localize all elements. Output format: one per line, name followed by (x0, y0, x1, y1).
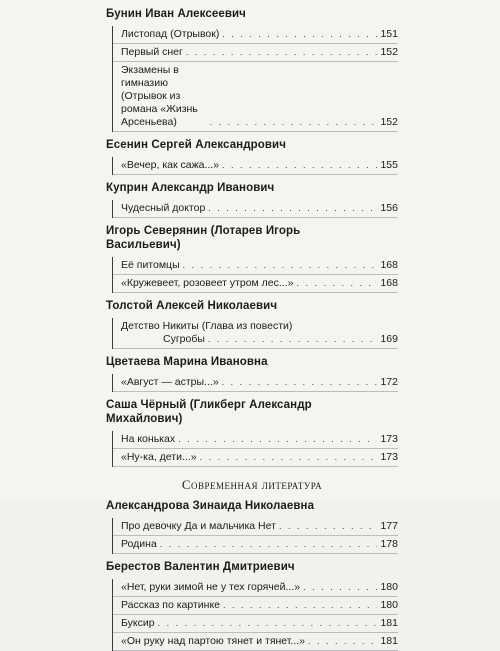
toc-entry (113, 633, 398, 651)
author-name: Цветаева Марина Ивановна (106, 356, 268, 368)
entry-title: «Нет, руки зимой не у тех горячей...» (121, 581, 301, 593)
entry-page: 152 (380, 116, 398, 128)
entry-title: Про девочку Да и мальчика Нет (121, 520, 276, 532)
toc-entry (113, 62, 398, 132)
entry-title: Листопад (Отрывок) (121, 28, 220, 40)
toc-entry (113, 44, 398, 62)
entry-title: Родина (121, 538, 157, 550)
toc-entry (113, 597, 398, 615)
toc-entry (113, 536, 398, 554)
toc-entry (113, 449, 398, 467)
author-name: Александрова Зинаида Николаевна (106, 500, 315, 512)
toc-entry (113, 431, 398, 449)
leader-dots (303, 581, 377, 594)
entry-title: «Кружевеет, розовеет утром лес...» (121, 277, 294, 289)
entry-list (112, 257, 398, 293)
author-name: Игорь Северянин (Лотарев Игорь Васильевич) (106, 225, 301, 251)
entry-page: 173 (380, 433, 398, 445)
leader-dots (296, 277, 377, 290)
entry-title: «Он руку над партою тянет и тянет...» (121, 635, 306, 647)
leader-dots (160, 538, 378, 551)
entry-list (112, 579, 398, 651)
leader-dots (222, 28, 377, 41)
entry-page: 180 (380, 581, 398, 593)
entry-title: Экзамены в гимназию (Отрывок из романа «Жизнь Арсеньева) (121, 64, 198, 128)
entry-title: Рассказ по картинке (121, 599, 221, 611)
toc-entry (113, 200, 398, 218)
author-name: Берестов Валентин Дмитриевич (106, 561, 295, 573)
entry-page: 152 (380, 46, 398, 58)
entry-page: 180 (380, 599, 398, 611)
leader-dots (208, 202, 377, 215)
entry-page: 151 (380, 28, 398, 40)
leader-dots (308, 635, 377, 648)
entry-list (112, 26, 398, 132)
entry-page: 169 (380, 333, 398, 345)
entry-title: «Август — астры...» (121, 376, 219, 388)
leader-dots (158, 617, 378, 630)
entry-page: 155 (380, 159, 398, 171)
leader-dots (279, 520, 378, 533)
table-of-contents (106, 7, 398, 651)
entry-title: На коньках (121, 433, 176, 445)
toc-entry (113, 26, 398, 44)
entry-page: 156 (380, 202, 398, 214)
entry-title: Первый снег (121, 46, 183, 58)
toc-entry (113, 615, 398, 633)
entry-page: 178 (380, 538, 398, 550)
entry-page: 168 (380, 277, 398, 289)
author-name: Бунин Иван Алексеевич (106, 8, 246, 20)
entry-title: Буксир (121, 617, 155, 629)
leader-dots (222, 376, 378, 389)
entry-page: 173 (380, 451, 398, 463)
leader-dots (222, 159, 377, 172)
entry-subtitle: Сугробы (163, 333, 205, 345)
leader-dots (186, 46, 378, 59)
section-heading-text: Современная литература (181, 477, 323, 492)
entry-page: 181 (380, 635, 398, 647)
toc-entry (113, 257, 398, 275)
entry-list (112, 318, 398, 349)
author-name: Саша Чёрный (Гликберг Александр Михайлович) (106, 399, 312, 425)
entry-title: Чудесный доктор (121, 202, 206, 214)
author-name: Куприн Александр Иванович (106, 182, 275, 194)
entry-page: 181 (380, 617, 398, 629)
entry-title: Детство Никиты (Глава из повести) (121, 320, 293, 332)
toc-entry (113, 518, 398, 536)
toc-entry (113, 318, 398, 349)
leader-dots (183, 259, 378, 272)
entry-title: Её питомцы (121, 259, 180, 271)
leader-dots (178, 433, 377, 446)
leader-dots (208, 333, 378, 346)
entry-page: 172 (380, 376, 398, 388)
leader-dots (200, 451, 378, 464)
entry-list (112, 200, 398, 218)
entry-list (112, 431, 398, 467)
section-heading (106, 477, 398, 493)
toc-entry (113, 275, 398, 293)
author-name: Толстой Алексей Николаевич (106, 300, 278, 312)
toc-entry (113, 579, 398, 597)
toc-entry (113, 157, 398, 175)
entry-subline (121, 333, 398, 346)
entry-list (112, 518, 398, 554)
leader-dots (210, 116, 378, 129)
entry-list (112, 157, 398, 175)
entry-list (112, 374, 398, 392)
entry-title: «Ну-ка, дети...» (121, 451, 197, 463)
toc-entry (113, 374, 398, 392)
entry-page: 168 (380, 259, 398, 271)
leader-dots (223, 599, 377, 612)
entry-title: «Вечер, как сажа...» (121, 159, 220, 171)
author-name: Есенин Сергей Александрович (106, 139, 286, 151)
entry-page: 177 (380, 520, 398, 532)
